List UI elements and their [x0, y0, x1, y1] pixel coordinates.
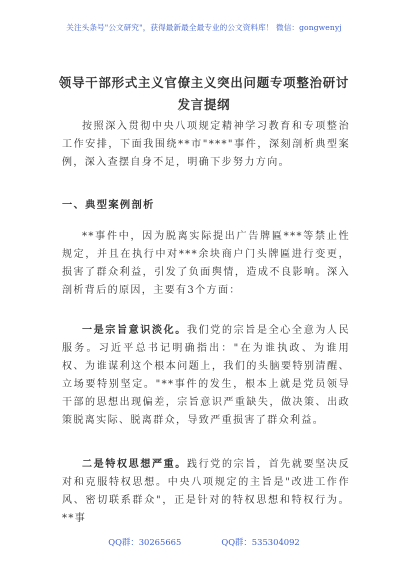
point-1-text: 我们党的宗旨是全心全意为人民服务。习近平总书记明确指出："在为谁执政、为谁用权、为谁谋利这个根本问题上，我们的头脑要特别清醒、立场要特别坚定。"**事件的发生，根本上就是党员领导干部的思想出现偏差，宗旨意识严重缺失，做决策、出政策脱离实际、脱离群众，导致严重损害了群众利益。	[62, 325, 350, 426]
qq-group-2: QQ群：535304092	[221, 537, 300, 547]
document-title: 领导干部形式主义官僚主义突出问题专项整治研讨发言提纲	[58, 75, 350, 112]
point-1-paragraph	[62, 322, 350, 430]
header-promo-note: 关注头条号"公文研究"，获得最新最全最专业的公文资料库！ 微信：gongwenyj	[66, 23, 342, 32]
point-1-lead: 一是宗旨意识淡化。	[82, 325, 187, 336]
case-paragraph: **事件中，因为脱离实际提出广告牌匾***等禁止性规定，并且在执行中对***余块商户门头牌匾进行变更，损害了群众利益，引发了负面舆情，造成不良影响。深入剖析背后的原因，主要有3个方面：	[62, 231, 350, 296]
document-body	[62, 118, 350, 172]
point-2	[62, 456, 350, 528]
footer-qq-groups	[0, 536, 408, 548]
point-2-text: 践行党的宗旨，首先就要坚决反对和克服特权思想。中央八项规定的主旨是"改进工作作风、密切联系群众"，正是针对的特权思想和特权行为。**事	[62, 459, 350, 524]
intro-paragraph: 按照深入贯彻中央八项规定精神学习教育和专项整治工作安排，下面我围绕**市"***"事件，深刻剖析典型案例，深入查摆自身不足，明确下步努力方向。	[62, 121, 350, 168]
point-2-lead: 二是特权思想严重。	[82, 459, 187, 470]
point-1	[62, 322, 350, 430]
section-1	[62, 196, 350, 214]
point-2-paragraph	[62, 456, 350, 528]
case-analysis	[62, 228, 350, 300]
qq-group-1: QQ群：30265665	[108, 537, 182, 547]
section-1-heading: 一、典型案例剖析	[62, 199, 155, 211]
